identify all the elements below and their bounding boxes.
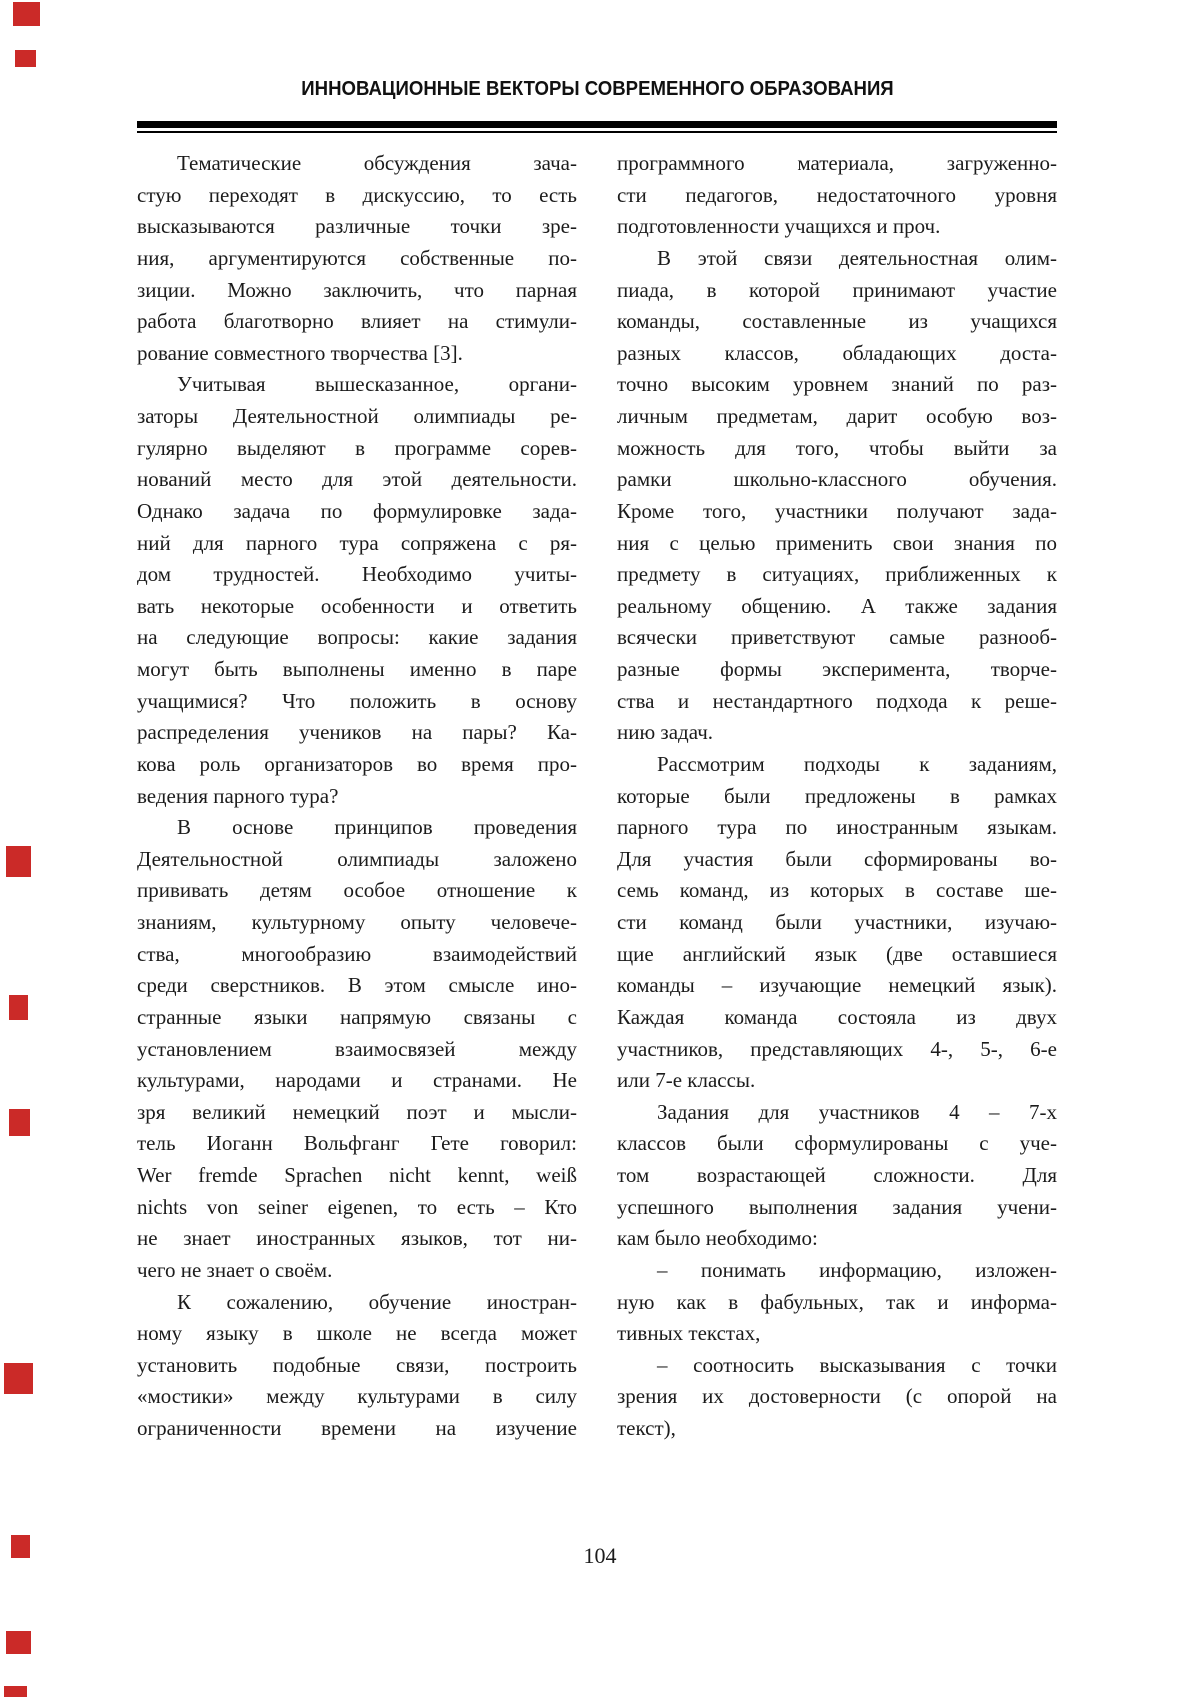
text-line: установлением взаимосвязей между [137, 1036, 577, 1061]
text-line: тивных текстах, [617, 1321, 761, 1346]
text-line: предмету в ситуациях, приближенных к [617, 562, 1057, 587]
text-line: «мостики» между культурами в силу [137, 1384, 577, 1409]
page-edge-mark [13, 2, 40, 26]
text-line: вать некоторые особенности и ответить [137, 593, 577, 618]
text-line: – понимать информацию, изложен- [657, 1257, 1057, 1282]
text-line: заторы Деятельностной олимпиады ре- [137, 404, 577, 428]
text-line: команды, составленные из учащихся [617, 309, 1057, 334]
right-column [617, 148, 1057, 1445]
paragraph [137, 148, 577, 369]
text-line: ному языку в школе не всегда может [137, 1321, 577, 1346]
page-header-title: ИННОВАЦИОННЫЕ ВЕКТОРЫ СОВРЕМЕННОГО ОБРАЗОВАНИЯ [300, 78, 894, 100]
page-number: 104 [583, 1543, 617, 1568]
text-line: дом трудностей. Необходимо учиты- [137, 562, 577, 587]
text-line: учащимися? Что положить в основу [137, 688, 577, 713]
text-line: ства, многообразию взаимодействий [137, 941, 577, 966]
text-line: зря великий немецкий поэт и мысли- [137, 1099, 577, 1124]
text-line: разных классов, обладающих доста- [617, 340, 1057, 365]
page-edge-mark [4, 1363, 33, 1394]
text-line: классов были сформулированы с уче- [617, 1131, 1057, 1156]
text-line: работа благотворно влияет на стимули- [137, 309, 577, 334]
paragraph [137, 369, 577, 812]
text-line: ограниченности времени на изучение [137, 1416, 577, 1440]
page-edge-mark [4, 1686, 27, 1697]
text-line: рование совместного творчества [3]. [137, 340, 463, 365]
paragraph [617, 1350, 1057, 1445]
text-line: установить подобные связи, построить [137, 1352, 577, 1377]
text-line: текст), [617, 1416, 676, 1440]
text-line: ния, аргументируются собственные по- [137, 245, 577, 270]
text-line: кова роль организаторов во время про- [137, 751, 577, 776]
text-line: В этой связи деятельностная олим- [657, 245, 1057, 270]
text-line: точно высоким уровнем знаний по раз- [617, 372, 1057, 397]
text-line: знаниям, культурному опыту человече- [137, 910, 577, 934]
text-line: личным предметам, дарит особую воз- [617, 404, 1057, 428]
paragraph [617, 1255, 1057, 1350]
paragraph [617, 243, 1057, 749]
text-line: подготовленности учащихся и проч. [617, 214, 941, 239]
paragraph [137, 812, 577, 1286]
text-line: сти команд были участники, изучаю- [617, 910, 1057, 934]
paragraph [617, 749, 1057, 1097]
text-line: программного материала, загруженно- [617, 151, 1057, 175]
text-line: ния с целью применить свои знания по [617, 530, 1057, 555]
text-line: тель Иоганн Вольфганг Гете говорил: [137, 1131, 577, 1156]
text-line: стую переходят в дискуссию, то есть [137, 182, 577, 207]
page-edge-mark [15, 50, 36, 67]
page-edge-mark [6, 1631, 31, 1654]
text-line: странные языки напрямую связаны с [137, 1004, 577, 1029]
text-line: высказываются различные точки зре- [137, 214, 577, 239]
text-line: не знает иностранных языков, тот ни- [137, 1226, 577, 1251]
page-edge-mark [6, 846, 31, 877]
text-line: нований место для этой деятельности. [137, 467, 577, 492]
text-line: всячески приветствуют самые разнооб- [617, 625, 1057, 650]
text-line: успешного выполнения задания учени- [617, 1194, 1057, 1219]
text-line: чего не знает о своём. [137, 1257, 333, 1282]
text-line: Тематические обсуждения зача- [177, 151, 577, 175]
text-line: ства и нестандартного подхода к реше- [617, 688, 1057, 713]
text-line: могут быть выполнены именно в паре [137, 657, 577, 681]
text-line: Учитывая вышесказанное, органи- [177, 372, 577, 397]
text-line: ний для парного тура сопряжена с ря- [137, 530, 577, 555]
text-line: гулярно выделяют в программе сорев- [137, 435, 577, 460]
text-line: Деятельностной олимпиады заложено [137, 846, 577, 871]
text-line: том возрастающей сложности. Для [617, 1163, 1057, 1187]
text-line: К сожалению, обучение иностран- [177, 1289, 577, 1314]
page-edge-mark [9, 1109, 30, 1136]
text-line: щие английский язык (две оставшиеся [617, 941, 1057, 966]
text-line: зиции. Можно заключить, что парная [137, 277, 577, 302]
text-line: можность для того, чтобы выйти за [617, 435, 1057, 460]
text-line: Wer fremde Sprachen nicht kennt, weiß [137, 1163, 577, 1187]
text-line: команды – изучающие немецкий язык). [617, 973, 1057, 998]
text-line: прививать детям особое отношение к [137, 878, 577, 903]
text-line: распределения учеников на пары? Ка- [137, 720, 577, 745]
text-line: или 7-е классы. [617, 1068, 756, 1093]
text-line: рамки школьно-классного обучения. [617, 467, 1057, 492]
text-line: В основе принципов проведения [177, 815, 577, 840]
paragraph [617, 148, 1057, 243]
text-line: разные формы эксперимента, творче- [617, 657, 1057, 681]
text-line: Задания для участников 4 – 7-х [657, 1099, 1057, 1124]
paragraph [617, 1097, 1057, 1255]
text-line: которые были предложены в рамках [617, 783, 1057, 808]
text-line: – соотносить высказывания с точки [657, 1352, 1057, 1377]
text-line: nichts von seiner eigenen, то есть – Кто [137, 1194, 577, 1219]
left-column [137, 148, 577, 1445]
text-line: кам было необходимо: [617, 1226, 818, 1251]
text-line: Каждая команда состояла из двух [617, 1004, 1057, 1029]
text-line: Кроме того, участники получают зада- [617, 498, 1057, 523]
text-line: ную как в фабульных, так и информа- [617, 1289, 1057, 1314]
text-line: Для участия были сформированы во- [617, 846, 1057, 871]
text-columns [137, 148, 1057, 1445]
text-line: реальному общению. А также задания [617, 593, 1057, 618]
text-line: участников, представляющих 4-, 5-, 6-е [617, 1036, 1057, 1061]
text-line: на следующие вопросы: какие задания [137, 625, 577, 650]
text-line: нию задач. [617, 720, 714, 745]
text-line: пиада, в которой принимают участие [617, 277, 1057, 302]
page-edge-mark [9, 995, 28, 1020]
text-line: сти педагогов, недостаточного уровня [617, 182, 1057, 207]
text-line: Рассмотрим подходы к заданиям, [657, 751, 1057, 776]
text-line: ведения парного тура? [137, 783, 339, 808]
header-rule-thick [137, 121, 1057, 128]
text-line: семь команд, из которых в составе ше- [617, 878, 1057, 903]
running-head [137, 78, 1057, 101]
header-rule-thin [137, 131, 1057, 133]
text-line: зрения их достоверности (с опорой на [617, 1384, 1057, 1409]
text-line: культурами, народами и странами. Не [137, 1068, 577, 1093]
paragraph [137, 1287, 577, 1445]
page-edge-mark [11, 1535, 30, 1558]
text-line: парного тура по иностранным языкам. [617, 815, 1057, 840]
text-line: Однако задача по формулировке зада- [137, 498, 577, 523]
text-line: среди сверстников. В этом смысле ино- [137, 973, 577, 998]
